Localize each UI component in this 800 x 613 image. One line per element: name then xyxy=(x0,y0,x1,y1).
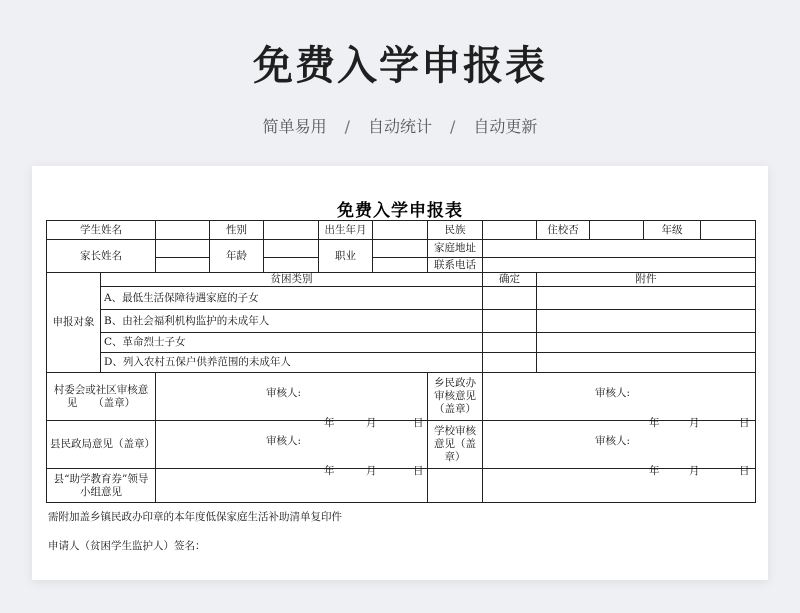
boarding-field[interactable] xyxy=(590,221,644,240)
tag-easy: 简单易用 xyxy=(262,117,327,136)
grade-label: 年级 xyxy=(644,221,701,240)
category-option-d: D、列入农村五保户供养范围的未成年人 xyxy=(101,353,483,373)
reviewer-label: 审核人: xyxy=(266,435,302,447)
application-table xyxy=(46,220,756,503)
tag-separator: / xyxy=(344,117,350,136)
day-label: 日 xyxy=(413,465,424,477)
day-label: 日 xyxy=(739,417,750,429)
attachment-a[interactable] xyxy=(537,287,756,310)
township-opinion-label: 乡民政办审核意见（盖章） xyxy=(428,373,483,421)
form-title: 免费入学申报表 xyxy=(337,201,463,221)
year-label: 年 xyxy=(649,417,660,429)
attachment-c[interactable] xyxy=(537,333,756,353)
age-label: 年龄 xyxy=(210,240,264,273)
age-field[interactable] xyxy=(264,240,319,258)
parent-name-field[interactable] xyxy=(156,240,210,258)
gender-label: 性别 xyxy=(210,221,264,240)
gender-field[interactable] xyxy=(264,221,319,240)
county-group-opinion-field[interactable] xyxy=(156,469,428,503)
village-opinion-label: 村委会或社区审核意见 （盖章） xyxy=(47,373,156,421)
month-label: 月 xyxy=(689,465,700,477)
village-opinion-field[interactable] xyxy=(156,373,428,429)
school-opinion-field[interactable] xyxy=(483,421,756,477)
applicant-signature: 申请人（贫困学生监护人）签名： xyxy=(48,540,206,552)
confirm-d[interactable] xyxy=(483,353,537,373)
tag-separator: / xyxy=(450,117,456,136)
tag-auto-update: 自动更新 xyxy=(473,117,538,136)
year-label: 年 xyxy=(649,465,660,477)
month-label: 月 xyxy=(689,417,700,429)
category-option-b: B、由社会福利机构监护的未成年人 xyxy=(101,310,483,333)
category-header: 贫困类别 xyxy=(101,273,483,287)
occupation-field-2[interactable] xyxy=(373,258,428,273)
apply-target-label: 申报对象 xyxy=(47,273,101,373)
feature-tags xyxy=(0,114,800,137)
reviewer-label: 审核人: xyxy=(595,435,631,447)
month-label: 月 xyxy=(366,417,377,429)
attachment-b[interactable] xyxy=(537,310,756,333)
student-name-field[interactable] xyxy=(156,221,210,240)
birth-label: 出生年月 xyxy=(319,221,373,240)
county-civil-opinion-field[interactable] xyxy=(156,421,428,477)
form-sheet xyxy=(32,166,768,580)
confirm-a[interactable] xyxy=(483,287,537,310)
confirm-c[interactable] xyxy=(483,333,537,353)
student-name-label: 学生姓名 xyxy=(47,221,156,240)
school-opinion-label: 学校审核意见（盖章） xyxy=(428,421,483,469)
attachment-header: 附件 xyxy=(537,273,756,287)
address-label: 家庭地址 xyxy=(428,240,483,258)
page-title: 免费入学申报表 xyxy=(253,43,547,89)
county-group-extra-field[interactable] xyxy=(483,469,756,503)
year-label: 年 xyxy=(324,417,335,429)
county-civil-opinion-label: 县民政局意见（盖章） xyxy=(47,421,156,469)
confirm-b[interactable] xyxy=(483,310,537,333)
attachment-d[interactable] xyxy=(537,353,756,373)
day-label: 日 xyxy=(413,417,424,429)
reviewer-label: 审核人: xyxy=(595,387,631,399)
occupation-field[interactable] xyxy=(373,240,428,258)
phone-field[interactable] xyxy=(483,258,756,273)
category-option-a: A、最低生活保障待遇家庭的子女 xyxy=(101,287,483,310)
parent-name-label: 家长姓名 xyxy=(47,240,156,273)
reviewer-label: 审核人: xyxy=(266,387,302,399)
ethnicity-label: 民族 xyxy=(428,221,483,240)
category-option-c: C、革命烈士子女 xyxy=(101,333,483,353)
parent-name-field-2[interactable] xyxy=(156,258,210,273)
township-opinion-field[interactable] xyxy=(483,373,756,429)
address-field[interactable] xyxy=(483,240,756,258)
birth-field[interactable] xyxy=(373,221,428,240)
tag-auto-stats: 自动统计 xyxy=(367,117,432,136)
age-field-2[interactable] xyxy=(264,258,319,273)
confirm-header: 确定 xyxy=(483,273,537,287)
ethnicity-field[interactable] xyxy=(483,221,537,240)
grade-field[interactable] xyxy=(701,221,756,240)
attachment-note: 需附加盖乡镇民政办印章的本年度低保家庭生活补助清单复印件 xyxy=(48,511,342,523)
year-label: 年 xyxy=(324,465,335,477)
occupation-label: 职业 xyxy=(319,240,373,273)
day-label: 日 xyxy=(739,465,750,477)
phone-label: 联系电话 xyxy=(428,258,483,273)
county-group-blank xyxy=(428,469,483,503)
boarding-label: 住校否 xyxy=(537,221,590,240)
county-group-opinion-label: 县“助学教育券”领导小组意见 xyxy=(47,469,156,503)
month-label: 月 xyxy=(366,465,377,477)
